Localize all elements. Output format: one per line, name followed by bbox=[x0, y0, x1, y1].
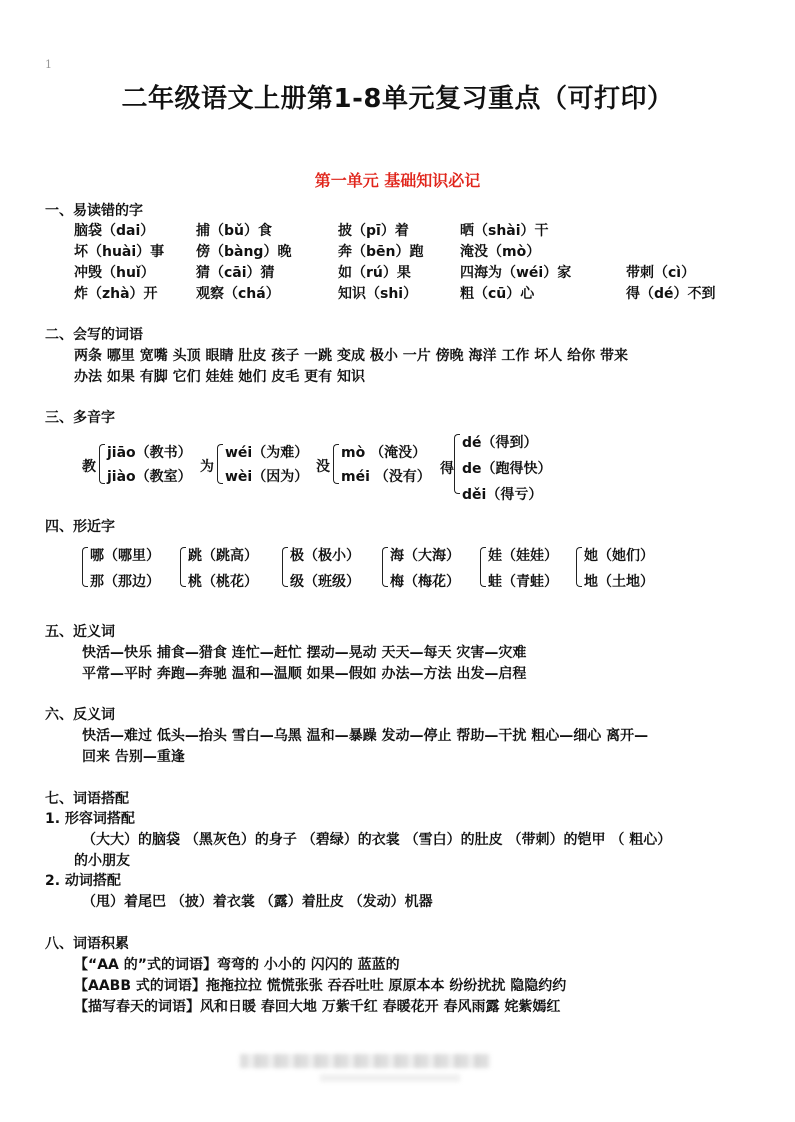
section-heading-similar-chars: 四、形近字 bbox=[45, 519, 115, 535]
table-cell: 晒（shài）干 bbox=[460, 223, 549, 239]
text-line: 的小朋友 bbox=[74, 853, 130, 869]
table-cell: 粗（cū）心 bbox=[460, 286, 535, 302]
text-line: 办法 如果 有脚 它们 娃娃 她们 皮毛 更有 知识 bbox=[74, 369, 365, 385]
table-cell: 奔（bēn）跑 bbox=[338, 244, 424, 260]
brace-icon bbox=[480, 547, 486, 587]
section-heading-misread: 一、易读错的字 bbox=[45, 203, 143, 219]
similar-char-pair bbox=[576, 545, 676, 595]
text-line: 【AABB 式的词语】拖拖拉拉 慌慌张张 吞吞吐吐 原原本本 纷纷扰扰 隐隐约约 bbox=[74, 978, 567, 994]
brace-icon bbox=[82, 547, 88, 587]
blurred-watermark bbox=[320, 1074, 460, 1082]
char-entry: 梅（梅花） bbox=[390, 574, 460, 590]
polyphone-group-jiao bbox=[82, 442, 202, 492]
table-cell: 傍（bàng）晚 bbox=[196, 244, 292, 260]
reading: jiāo（教书） bbox=[107, 445, 192, 461]
polyphone-char: 得 bbox=[440, 461, 454, 477]
char-entry: 她（她们） bbox=[584, 548, 654, 564]
table-cell: 猜（cāi）猜 bbox=[196, 265, 275, 281]
similar-char-pair bbox=[480, 545, 580, 595]
polyphone-char: 为 bbox=[200, 459, 214, 475]
section-heading-writing-words: 二、会写的词语 bbox=[45, 327, 143, 343]
subheading-verbs: 2. 动词搭配 bbox=[45, 873, 121, 889]
char-entry: 那（那边） bbox=[90, 574, 160, 590]
text-line: （大大）的脑袋 （黑灰色）的身子 （碧绿）的衣裳 （雪白）的肚皮 （带刺）的铠甲 （ 粗心） bbox=[82, 832, 672, 848]
section-heading-word-bank: 八、词语积累 bbox=[45, 936, 129, 952]
unit-heading: 第一单元 基础知识必记 bbox=[314, 171, 481, 190]
table-cell: 冲毁（huǐ） bbox=[74, 265, 155, 281]
text-line: 快活—难过 低头—抬头 雪白—乌黑 温和—暴躁 发动—停止 帮助—干扰 粗心—细心 离开— bbox=[82, 728, 649, 744]
table-cell: 带刺（cì） bbox=[626, 265, 696, 281]
polyphone-group-wei bbox=[200, 442, 320, 492]
table-cell: 脑袋（dai） bbox=[74, 223, 155, 239]
section-heading-collocations: 七、词语搭配 bbox=[45, 791, 129, 807]
brace-icon bbox=[282, 547, 288, 587]
text-line: 两条 哪里 宽嘴 头顶 眼睛 肚皮 孩子 一跳 变成 极小 一片 傍晚 海洋 工作 坏人 给你 带来 bbox=[74, 348, 628, 364]
char-entry: 哪（哪里） bbox=[90, 548, 160, 564]
text-line: 快活—快乐 捕食—猎食 连忙—赶忙 摆动—晃动 天天—每天 灾害—灾难 bbox=[82, 645, 527, 661]
polyphone-char: 没 bbox=[316, 459, 330, 475]
subheading-adjectives: 1. 形容词搭配 bbox=[45, 811, 135, 827]
brace-icon bbox=[217, 444, 223, 484]
table-cell: 如（rú）果 bbox=[338, 265, 411, 281]
char-entry: 极（极小） bbox=[290, 548, 360, 564]
polyphone-char: 教 bbox=[82, 459, 96, 475]
reading: děi（得亏） bbox=[462, 487, 543, 503]
char-entry: 级（班级） bbox=[290, 574, 360, 590]
brace-icon bbox=[576, 547, 582, 587]
char-entry: 娃（娃娃） bbox=[488, 548, 558, 564]
page-title: 二年级语文上册第1-8单元复习重点（可打印） bbox=[121, 84, 674, 114]
text-line: （甩）着尾巴 （披）着衣裳 （露）着肚皮 （发动）机器 bbox=[82, 894, 433, 910]
text-line: 回来 告别—重逢 bbox=[82, 749, 185, 765]
reading: de（跑得快） bbox=[462, 461, 552, 477]
char-entry: 蛙（青蛙） bbox=[488, 574, 558, 590]
table-cell: 得（dé）不到 bbox=[626, 286, 716, 302]
char-entry: 地（土地） bbox=[584, 574, 654, 590]
polyphone-group-mei bbox=[316, 442, 436, 492]
table-cell: 淹没（mò） bbox=[460, 244, 541, 260]
brace-icon bbox=[99, 444, 105, 484]
table-cell: 捕（bǔ）食 bbox=[196, 223, 272, 239]
brace-icon bbox=[382, 547, 388, 587]
table-cell: 四海为（wéi）家 bbox=[460, 265, 572, 281]
table-cell: 披（pī）着 bbox=[338, 223, 409, 239]
table-cell: 观察（chá） bbox=[196, 286, 280, 302]
table-cell: 炸（zhà）开 bbox=[74, 286, 158, 302]
char-entry: 跳（跳高） bbox=[188, 548, 258, 564]
similar-char-pair bbox=[382, 545, 482, 595]
blurred-watermark bbox=[240, 1054, 490, 1068]
reading: mò （淹没） bbox=[341, 445, 427, 461]
reading: dé（得到） bbox=[462, 435, 538, 451]
text-line: 【描写春天的词语】风和日暖 春回大地 万紫千红 春暖花开 春风雨露 姹紫嫣红 bbox=[74, 999, 561, 1015]
page-number: 1 bbox=[45, 58, 52, 71]
char-entry: 海（大海） bbox=[390, 548, 460, 564]
brace-icon bbox=[454, 434, 460, 494]
similar-char-pair bbox=[282, 545, 382, 595]
section-heading-antonyms: 六、反义词 bbox=[45, 707, 115, 723]
table-cell: 知识（shi） bbox=[338, 286, 418, 302]
section-heading-polyphones: 三、多音字 bbox=[45, 410, 115, 426]
brace-icon bbox=[180, 547, 186, 587]
reading: méi （没有） bbox=[341, 469, 431, 485]
polyphone-group-de bbox=[440, 432, 560, 502]
brace-icon bbox=[333, 444, 339, 484]
section-heading-synonyms: 五、近义词 bbox=[45, 624, 115, 640]
reading: wéi（为难） bbox=[225, 445, 309, 461]
similar-char-pair bbox=[180, 545, 280, 595]
reading: jiào（教室） bbox=[107, 469, 192, 485]
text-line: 平常—平时 奔跑—奔驰 温和—温顺 如果—假如 办法—方法 出发—启程 bbox=[82, 666, 527, 682]
reading: wèi（因为） bbox=[225, 469, 309, 485]
char-entry: 桃（桃花） bbox=[188, 574, 258, 590]
table-cell: 坏（huài）事 bbox=[74, 244, 165, 260]
text-line: 【“AA 的”式的词语】弯弯的 小小的 闪闪的 蓝蓝的 bbox=[74, 957, 400, 973]
similar-char-pair bbox=[82, 545, 182, 595]
